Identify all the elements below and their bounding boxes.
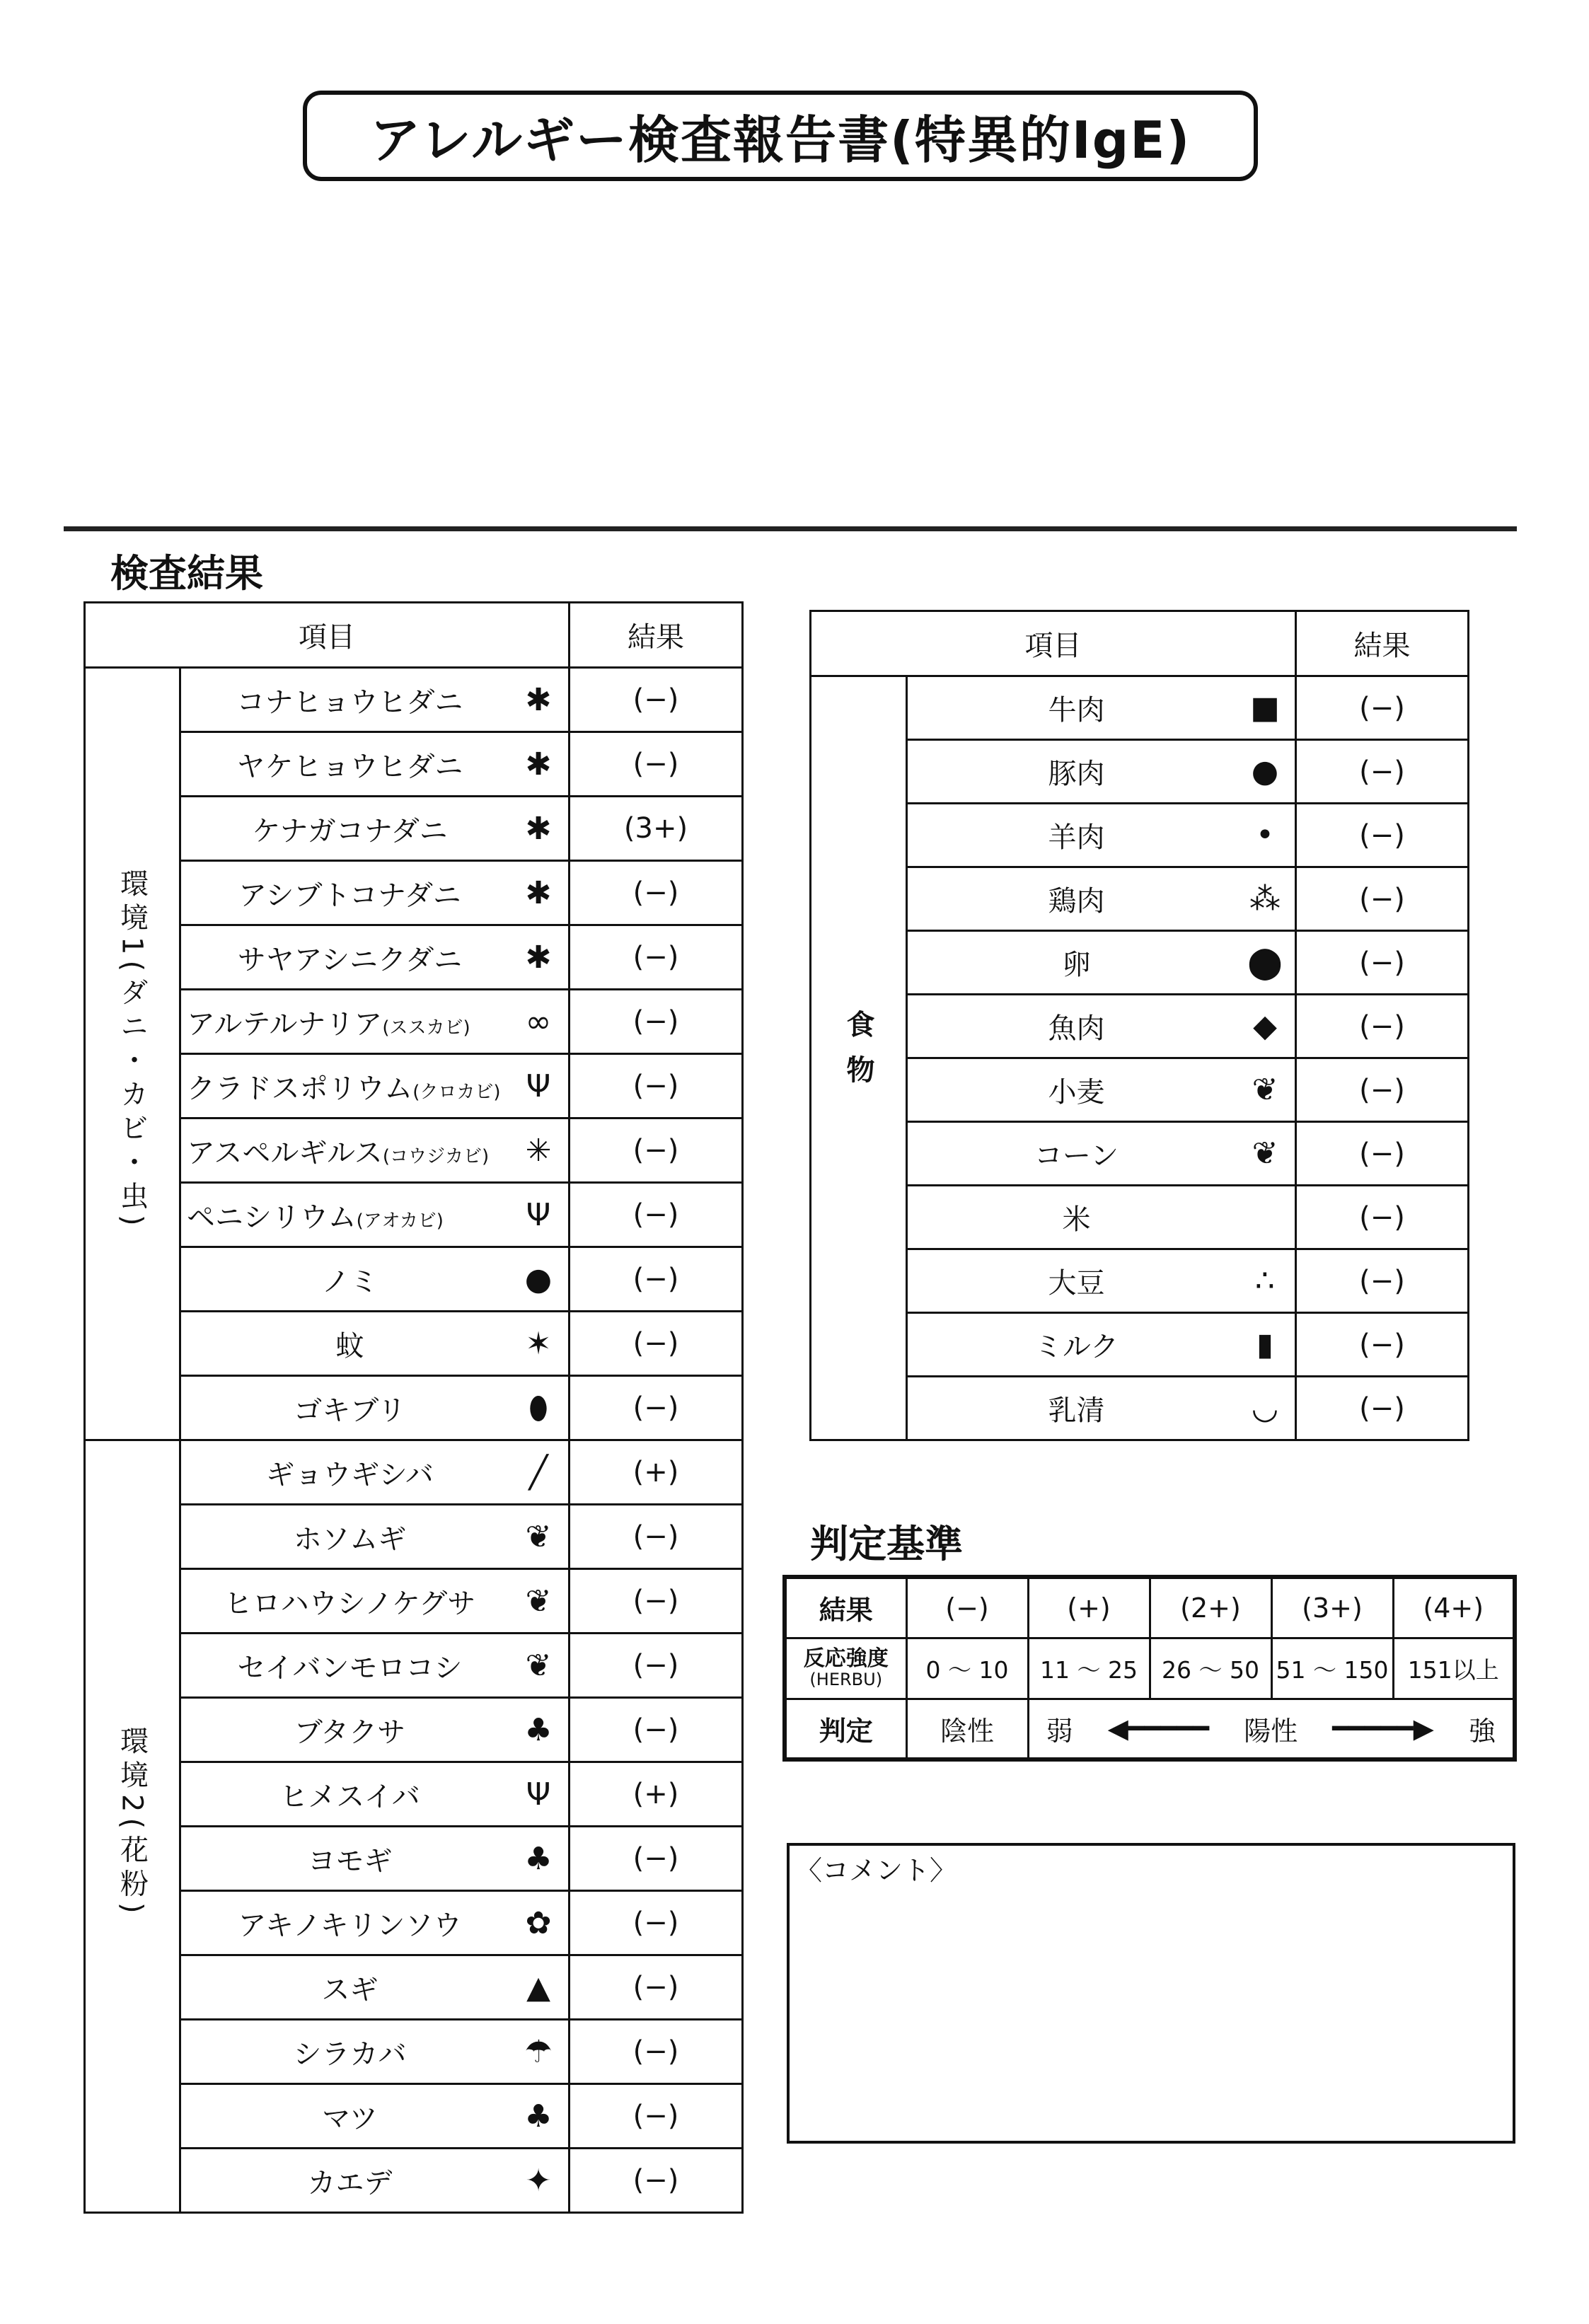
birch-icon: ☂ — [524, 2033, 553, 2070]
result-value: (−) — [570, 1118, 743, 1183]
allergen-cell — [180, 732, 570, 797]
food-cell — [907, 740, 1296, 804]
food-name: 乳清 — [1048, 1394, 1105, 1427]
allergen-name — [181, 2032, 568, 2072]
mold-branch-icon: Ψ — [526, 1068, 551, 1104]
allergen-name-text: アルテルナリア — [187, 1007, 383, 1041]
criteria-grade: (−) — [906, 1577, 1028, 1638]
table-row — [811, 1377, 1469, 1440]
allergen-name-text: 蚊 — [335, 1329, 364, 1363]
result-value: (−) — [1296, 1249, 1469, 1313]
food-cell — [907, 804, 1296, 867]
food-cell — [907, 1186, 1296, 1249]
table-row — [85, 1118, 743, 1183]
table-row — [811, 804, 1469, 867]
result-value: (−) — [1296, 995, 1469, 1058]
result-value: (−) — [570, 1569, 743, 1634]
allergen-common-name: (アオカビ) — [356, 1210, 444, 1232]
result-value: (−) — [1296, 804, 1469, 867]
food-name: 卵 — [1062, 949, 1091, 981]
allergen-name-text: カエデ — [307, 2166, 393, 2199]
category-cell — [85, 1440, 180, 2213]
allergen-cell — [180, 1698, 570, 1762]
maple-leaf-icon: ✦ — [525, 2162, 552, 2199]
result-value: (−) — [570, 1827, 743, 1891]
result-value: (−) — [570, 1955, 743, 2020]
table-row — [85, 1376, 743, 1440]
allergen-common-name: (コウジカビ) — [382, 1145, 490, 1167]
food-cell — [907, 1377, 1296, 1440]
allergen-name — [181, 1324, 568, 1364]
allergen-cell — [180, 1505, 570, 1569]
allergen-name — [181, 937, 568, 978]
allergen-cell — [180, 1634, 570, 1698]
allergen-cell — [180, 668, 570, 732]
table-row — [85, 668, 743, 732]
criteria-grade: (3+) — [1271, 1577, 1393, 1638]
table-row — [85, 1440, 743, 1505]
grass-leaf-icon: ❦ — [525, 1647, 552, 1684]
table-row — [85, 990, 743, 1054]
result-value: (−) — [1296, 1377, 1469, 1440]
food-cell — [907, 1058, 1296, 1122]
criteria-grade: (2+) — [1150, 1577, 1271, 1638]
intensity-unit: (HERBU) — [809, 1670, 883, 1690]
table-row — [811, 1122, 1469, 1186]
allergen-cell — [180, 2149, 570, 2213]
mite-icon: ✱ — [525, 810, 552, 847]
table-row — [811, 995, 1469, 1058]
criteria-judgement-label: 判定 — [785, 1699, 906, 1759]
allergen-name-text: ギョウギシバ — [266, 1458, 434, 1491]
category-cell — [85, 668, 180, 1440]
cedar-tree-icon: ▲ — [526, 1969, 550, 2006]
allergen-name-text: セイバンモロコシ — [237, 1651, 463, 1684]
food-results-table — [809, 610, 1469, 1441]
result-value: (−) — [570, 1505, 743, 1569]
table-row — [85, 1183, 743, 1247]
corn-icon: ❦ — [1252, 1135, 1278, 1172]
criteria-negative: 陰性 — [906, 1699, 1028, 1759]
allergen-cell — [180, 1376, 570, 1440]
table-row — [85, 2084, 743, 2149]
comment-box — [787, 1843, 1515, 2144]
food-name: 牛肉 — [1048, 694, 1105, 727]
grass-leaf-icon: ❦ — [525, 1518, 552, 1555]
table-row — [85, 1505, 743, 1569]
allergen-name — [181, 1195, 568, 1235]
result-value: (+) — [570, 1762, 743, 1827]
allergen-name — [181, 1517, 568, 1557]
soybean-icon: ∴ — [1255, 1263, 1275, 1299]
table-row — [811, 740, 1469, 804]
allergen-name — [181, 1646, 568, 1686]
mold-chain-icon: ∞ — [525, 1003, 552, 1040]
result-value: (−) — [570, 925, 743, 990]
table-row — [85, 1698, 743, 1762]
allergen-name-text: ヤケヒョウヒダニ — [236, 750, 463, 783]
table-row — [811, 931, 1469, 995]
allergen-cell — [180, 1891, 570, 1955]
criteria-heading: 判定基準 — [810, 1522, 963, 1566]
right-arrow-icon: ━━━━━▶ — [1332, 1713, 1434, 1745]
grass-stem-icon: ╱ — [528, 1454, 548, 1491]
allergen-name-text: ヒメスイバ — [279, 1780, 420, 1813]
allergen-name-text: アシブトコナダニ — [238, 879, 461, 912]
allergen-name — [181, 1710, 568, 1750]
result-value: (+) — [570, 1440, 743, 1505]
category-label: 環境2(花粉) — [115, 1726, 149, 1919]
mold-burst-icon: ✳ — [525, 1132, 552, 1169]
criteria-range: 151以上 — [1393, 1638, 1515, 1699]
header-item: 項目 — [85, 603, 570, 668]
result-value: (−) — [1296, 1122, 1469, 1186]
table-row — [85, 1762, 743, 1827]
allergen-name — [181, 1581, 568, 1621]
food-name: 羊肉 — [1048, 821, 1105, 854]
allergen-name — [181, 744, 568, 785]
criteria-positive-scale — [1028, 1699, 1515, 1759]
result-value: (−) — [570, 1698, 743, 1762]
allergen-name — [181, 1967, 568, 2008]
mite-icon: ✱ — [525, 746, 552, 782]
table-row — [85, 1827, 743, 1891]
allergen-name — [181, 2161, 568, 2201]
table-row — [85, 2149, 743, 2213]
allergen-name — [181, 1131, 568, 1171]
results-heading: 検査結果 — [110, 551, 263, 596]
allergen-name — [181, 1002, 568, 1042]
table-row — [85, 797, 743, 861]
allergen-common-name: (クロカビ) — [412, 1081, 501, 1103]
pine-icon: ♣ — [524, 2098, 553, 2134]
allergen-name-text: アスペルギルス — [187, 1136, 383, 1169]
food-cell — [907, 1249, 1296, 1313]
allergen-name-text: スギ — [321, 1973, 379, 2006]
allergen-name-text: ヨモギ — [307, 1844, 393, 1878]
table-row — [811, 1058, 1469, 1122]
allergen-common-name: (ススカビ) — [382, 1017, 470, 1039]
allergen-cell — [180, 1118, 570, 1183]
positive-label: 陽性 — [1244, 1715, 1298, 1747]
result-value: (−) — [1296, 867, 1469, 931]
allergen-name-text: ノミ — [321, 1265, 379, 1298]
result-value: (−) — [570, 990, 743, 1054]
ragweed-icon: ♣ — [524, 1711, 553, 1748]
mold-brush-icon: Ψ — [526, 1196, 551, 1233]
category-cell — [811, 676, 907, 1440]
header-result: 結果 — [570, 603, 743, 668]
allergen-cell — [180, 925, 570, 990]
allergen-cell — [180, 2084, 570, 2149]
allergen-name-text: ヒロハウシノケグサ — [224, 1587, 476, 1620]
table-row — [85, 1569, 743, 1634]
food-name: 豚肉 — [1048, 758, 1105, 790]
table-row — [811, 1186, 1469, 1249]
allergen-name — [181, 873, 568, 913]
whey-cup-icon: ◡ — [1251, 1390, 1279, 1426]
criteria-range: 11 〜 25 — [1028, 1638, 1150, 1699]
sorrel-icon: Ψ — [526, 1776, 551, 1813]
food-name: 鶏肉 — [1048, 885, 1105, 918]
milk-bottle-icon: ▮ — [1256, 1326, 1274, 1363]
allergen-name-text: コナヒョウヒダニ — [236, 686, 463, 719]
result-value: (−) — [570, 2084, 743, 2149]
allergen-cell — [180, 1762, 570, 1827]
criteria-grade: (+) — [1028, 1577, 1150, 1638]
allergen-name — [181, 1452, 568, 1493]
result-value: (−) — [570, 2149, 743, 2213]
table-row — [811, 1313, 1469, 1377]
sheep-icon: • — [1256, 817, 1274, 853]
allergen-cell — [180, 1569, 570, 1634]
allergen-name — [181, 1388, 568, 1428]
weak-label: 弱 — [1046, 1715, 1073, 1747]
result-value: (−) — [570, 1312, 743, 1376]
table-row — [85, 732, 743, 797]
table-row — [85, 1955, 743, 2020]
allergen-name — [181, 1903, 568, 1943]
left-arrow-icon: ◀━━━━━ — [1107, 1713, 1210, 1745]
table-row — [811, 1249, 1469, 1313]
food-cell — [907, 1313, 1296, 1377]
cockroach-icon: ⬮ — [528, 1389, 548, 1426]
allergen-name-text: クラドスポリウム — [187, 1072, 413, 1105]
allergen-cell — [180, 1827, 570, 1891]
table-row — [85, 1054, 743, 1118]
result-value: (−) — [570, 1376, 743, 1440]
allergen-name-text: ゴキブリ — [294, 1394, 406, 1427]
category-label: 環境1(ダニ・カビ・虫) — [115, 869, 149, 1232]
result-value: (−) — [570, 1247, 743, 1312]
wheat-icon: ❦ — [1252, 1072, 1278, 1108]
allergen-cell — [180, 797, 570, 861]
result-value: (−) — [1296, 931, 1469, 995]
allergen-cell — [180, 2020, 570, 2084]
result-value: (3+) — [570, 797, 743, 861]
category-label: 食物 — [842, 1009, 874, 1100]
result-value: (−) — [570, 861, 743, 925]
food-name: 小麦 — [1048, 1076, 1105, 1109]
allergen-name — [181, 1066, 568, 1106]
result-value: (−) — [570, 732, 743, 797]
allergen-cell — [180, 990, 570, 1054]
result-value: (−) — [1296, 1313, 1469, 1377]
grass-leaf-icon: ❦ — [525, 1583, 552, 1619]
allergen-name — [181, 680, 568, 720]
allergen-name — [181, 1259, 568, 1300]
result-value: (−) — [1296, 1186, 1469, 1249]
allergen-cell — [180, 1054, 570, 1118]
strong-label: 強 — [1468, 1715, 1496, 1747]
food-cell — [907, 676, 1296, 740]
result-value: (−) — [570, 1183, 743, 1247]
egg-icon: ⬤ — [1247, 944, 1283, 981]
flower-icon: ✿ — [525, 1904, 552, 1941]
food-name: コーン — [1034, 1140, 1119, 1172]
allergen-cell — [180, 1312, 570, 1376]
result-value: (−) — [1296, 740, 1469, 804]
table-row — [85, 2020, 743, 2084]
criteria-table — [782, 1575, 1517, 1762]
allergen-name-text: マツ — [322, 2102, 378, 2135]
comment-label: 〈コメント〉 — [795, 1855, 957, 1886]
allergen-cell — [180, 1955, 570, 2020]
allergen-name-text: ブタクサ — [294, 1716, 406, 1749]
allergen-name-text: ペニシリウム — [187, 1201, 357, 1234]
allergen-name — [181, 1774, 568, 1815]
table-row — [85, 1312, 743, 1376]
criteria-grade: (4+) — [1393, 1577, 1515, 1638]
food-cell — [907, 867, 1296, 931]
environment-results-table — [83, 601, 744, 2214]
food-cell — [907, 931, 1296, 995]
criteria-range: 51 〜 150 — [1271, 1638, 1393, 1699]
mite-icon: ✱ — [525, 681, 552, 718]
cow-icon: ■ — [1250, 690, 1280, 726]
criteria-range: 0 〜 10 — [906, 1638, 1028, 1699]
result-value: (−) — [570, 1634, 743, 1698]
food-cell — [907, 995, 1296, 1058]
allergen-name — [181, 809, 568, 849]
mite-icon: ✱ — [525, 939, 552, 976]
food-name: ミルク — [1034, 1331, 1119, 1363]
mugwort-icon: ♣ — [524, 1840, 553, 1877]
mosquito-icon: ✶ — [525, 1325, 552, 1362]
mite-icon: ✱ — [525, 874, 552, 911]
allergen-name — [181, 1839, 568, 1879]
divider — [64, 526, 1517, 531]
allergen-name-text: シラカバ — [293, 2037, 407, 2071]
allergen-name — [181, 2096, 568, 2137]
result-value: (−) — [1296, 676, 1469, 740]
result-value: (−) — [570, 1891, 743, 1955]
result-value: (−) — [570, 1054, 743, 1118]
fish-icon: ◆ — [1253, 1008, 1277, 1044]
allergen-cell — [180, 861, 570, 925]
table-row — [811, 676, 1469, 740]
food-cell — [907, 1122, 1296, 1186]
table-row — [85, 925, 743, 990]
table-row — [85, 861, 743, 925]
flea-icon: ● — [524, 1261, 553, 1297]
food-name: 魚肉 — [1048, 1012, 1105, 1045]
result-value: (−) — [1296, 1058, 1469, 1122]
criteria-range: 26 〜 50 — [1150, 1638, 1271, 1699]
result-value: (−) — [570, 668, 743, 732]
table-row — [811, 867, 1469, 931]
food-name: 大豆 — [1048, 1267, 1105, 1300]
chicken-icon: ⁂ — [1249, 881, 1281, 917]
allergen-cell — [180, 1183, 570, 1247]
allergen-cell — [180, 1440, 570, 1505]
criteria-intensity-label — [785, 1638, 906, 1699]
allergen-name-text: ホソムギ — [293, 1522, 407, 1556]
allergen-name-text: アキノキリンソウ — [238, 1909, 462, 1942]
pig-icon: ● — [1251, 753, 1279, 790]
report-title: アレルギー検査報告書(特異的IgE) — [303, 91, 1258, 181]
criteria-result-label: 結果 — [785, 1577, 906, 1638]
table-row — [85, 1634, 743, 1698]
allergen-name-text: ケナガコナダニ — [252, 814, 448, 848]
result-value: (−) — [570, 2020, 743, 2084]
allergen-name-text: サヤアシニクダニ — [237, 943, 463, 976]
table-row — [85, 1247, 743, 1312]
header-item: 項目 — [811, 611, 1296, 676]
header-result: 結果 — [1296, 611, 1469, 676]
allergen-cell — [180, 1247, 570, 1312]
food-name: 米 — [1062, 1203, 1091, 1236]
table-row — [85, 1891, 743, 1955]
intensity-label: 反応強度 — [803, 1646, 889, 1672]
